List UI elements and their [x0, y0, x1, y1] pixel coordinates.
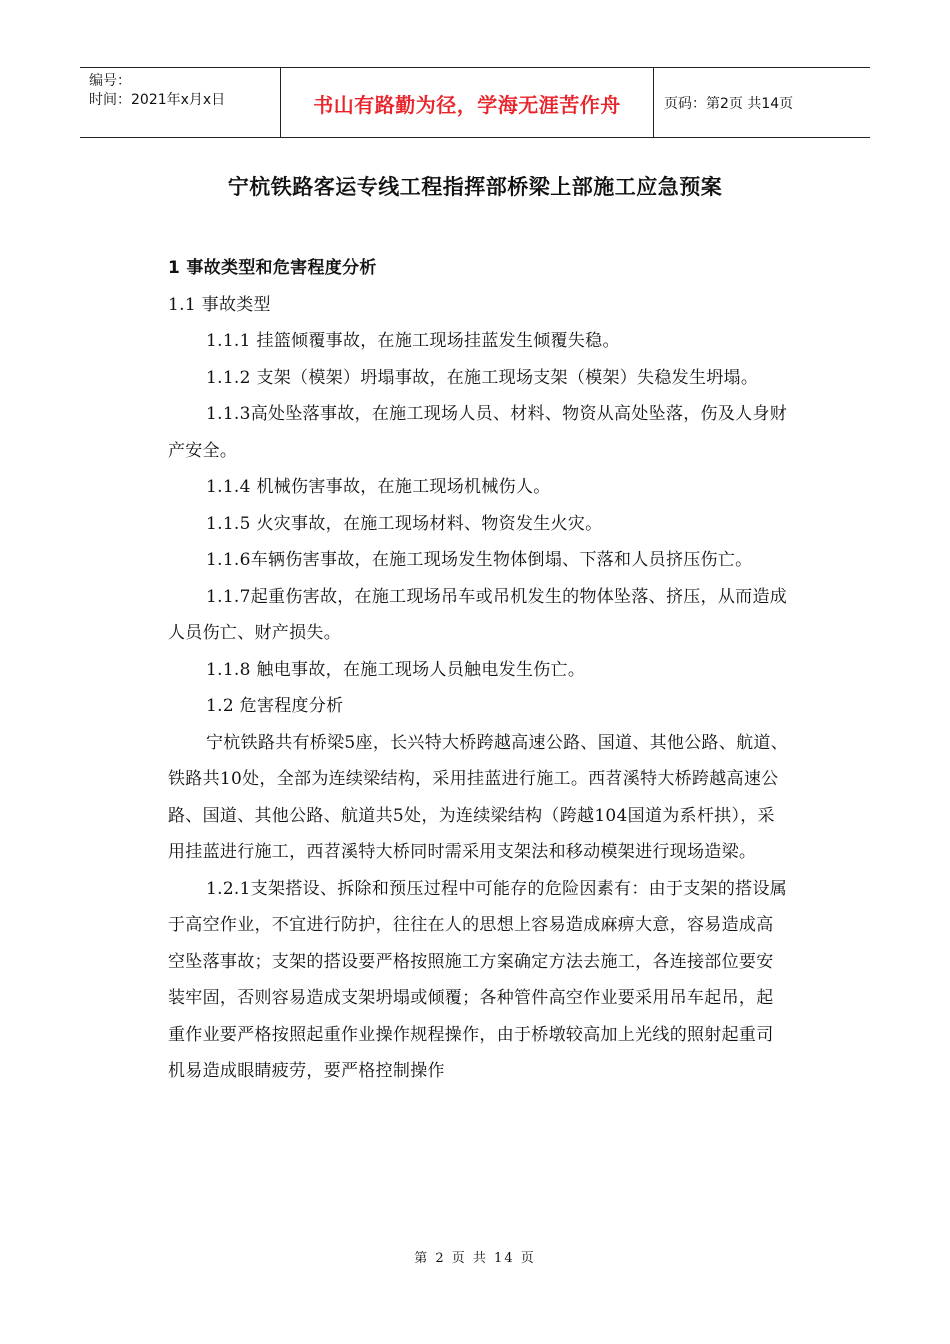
serial-number-label: 编号： [89, 73, 131, 89]
paragraph-1-1-6: 1.1.6车辆伤害事故，在施工现场发生物体倒塌、下落和人员挤压伤亡。 [206, 550, 753, 570]
document-body [168, 250, 790, 1090]
paragraph-1-1-4: 1.1.4 机械伤害事故，在施工现场机械伤人。 [206, 477, 551, 497]
subsection-heading-1-2: 1.2 危害程度分析 [206, 696, 344, 716]
header-meta-cell [80, 68, 281, 137]
page-footer: 第 2 页 共 14 页 [414, 1251, 536, 1266]
section-heading-1: 1 事故类型和危害程度分析 [168, 258, 377, 278]
paragraph-1-1-8: 1.1.8 触电事故，在施工现场人员触电发生伤亡。 [206, 659, 586, 680]
paragraph-1-1-1: 1.1.1 挂篮倾覆事故，在施工现场挂蓝发生倾覆失稳。 [206, 331, 620, 351]
paragraph-bridges-overview: 宁杭铁路共有桥梁5座，长兴特大桥跨越高速公路、国道、其他公路、航道、铁路共10处，全部为连续梁结构，采用挂蓝进行施工。西苕溪特大桥跨越高速公路、国道、其他公路、航道共5处，为连续梁结构（跨越104国道为系杆拱），采用挂蓝进行施工，西苕溪特大桥同时需采用支架法和移动模架进行现场造梁。 [168, 732, 789, 862]
paragraph-1-1-2: 1.1.2 支架（模架）坍塌事故，在施工现场支架（模架）失稳发生坍塌。 [206, 367, 759, 388]
paragraph-1-1-7: 1.1.7起重伤害故，在施工现场吊车或吊机发生的物体坠落、挤压，从而造成人员伤亡、财产损失。 [168, 586, 788, 643]
paragraph-1-2-1: 1.2.1支架搭设、拆除和预压过程中可能存的危险因素有：由于支架的搭设属于高空作业，不宜进行防护，往往在人的思想上容易造成麻痹大意，容易造成高空坠落事故；支架的搭设要严格按照施工方案确定方法去施工，各连接部位要安装牢固，否则容易造成支架坍塌或倾覆；各种管件高空作业要采用吊车起吊，起重作业要严格按照起重作业操作规程操作，由于桥墩较高加上光线的照射起重司机易造成眼睛疲劳，要严格控制操作 [168, 878, 788, 1081]
document-header-table [80, 67, 870, 138]
document-title: 宁杭铁路客运专线工程指挥部桥梁上部施工应急预案 [227, 175, 723, 199]
date-label: 时间：2021年x月x日 [89, 92, 226, 108]
paragraph-1-1-5: 1.1.5 火灾事故，在施工现场材料、物资发生火灾。 [206, 513, 603, 534]
paragraph-1-1-3: 1.1.3高处坠落事故，在施工现场人员、材料、物资从高处坠落，伤及人身财产安全。 [168, 404, 788, 461]
header-motto-cell [281, 68, 654, 137]
subsection-heading-1-1: 1.1 事故类型 [168, 294, 271, 315]
header-page-cell [654, 68, 870, 137]
header-motto: 书山有路勤为径，学海无涯苦作舟 [313, 93, 621, 117]
header-page-info: 页码：第2页 共14页 [664, 95, 794, 112]
